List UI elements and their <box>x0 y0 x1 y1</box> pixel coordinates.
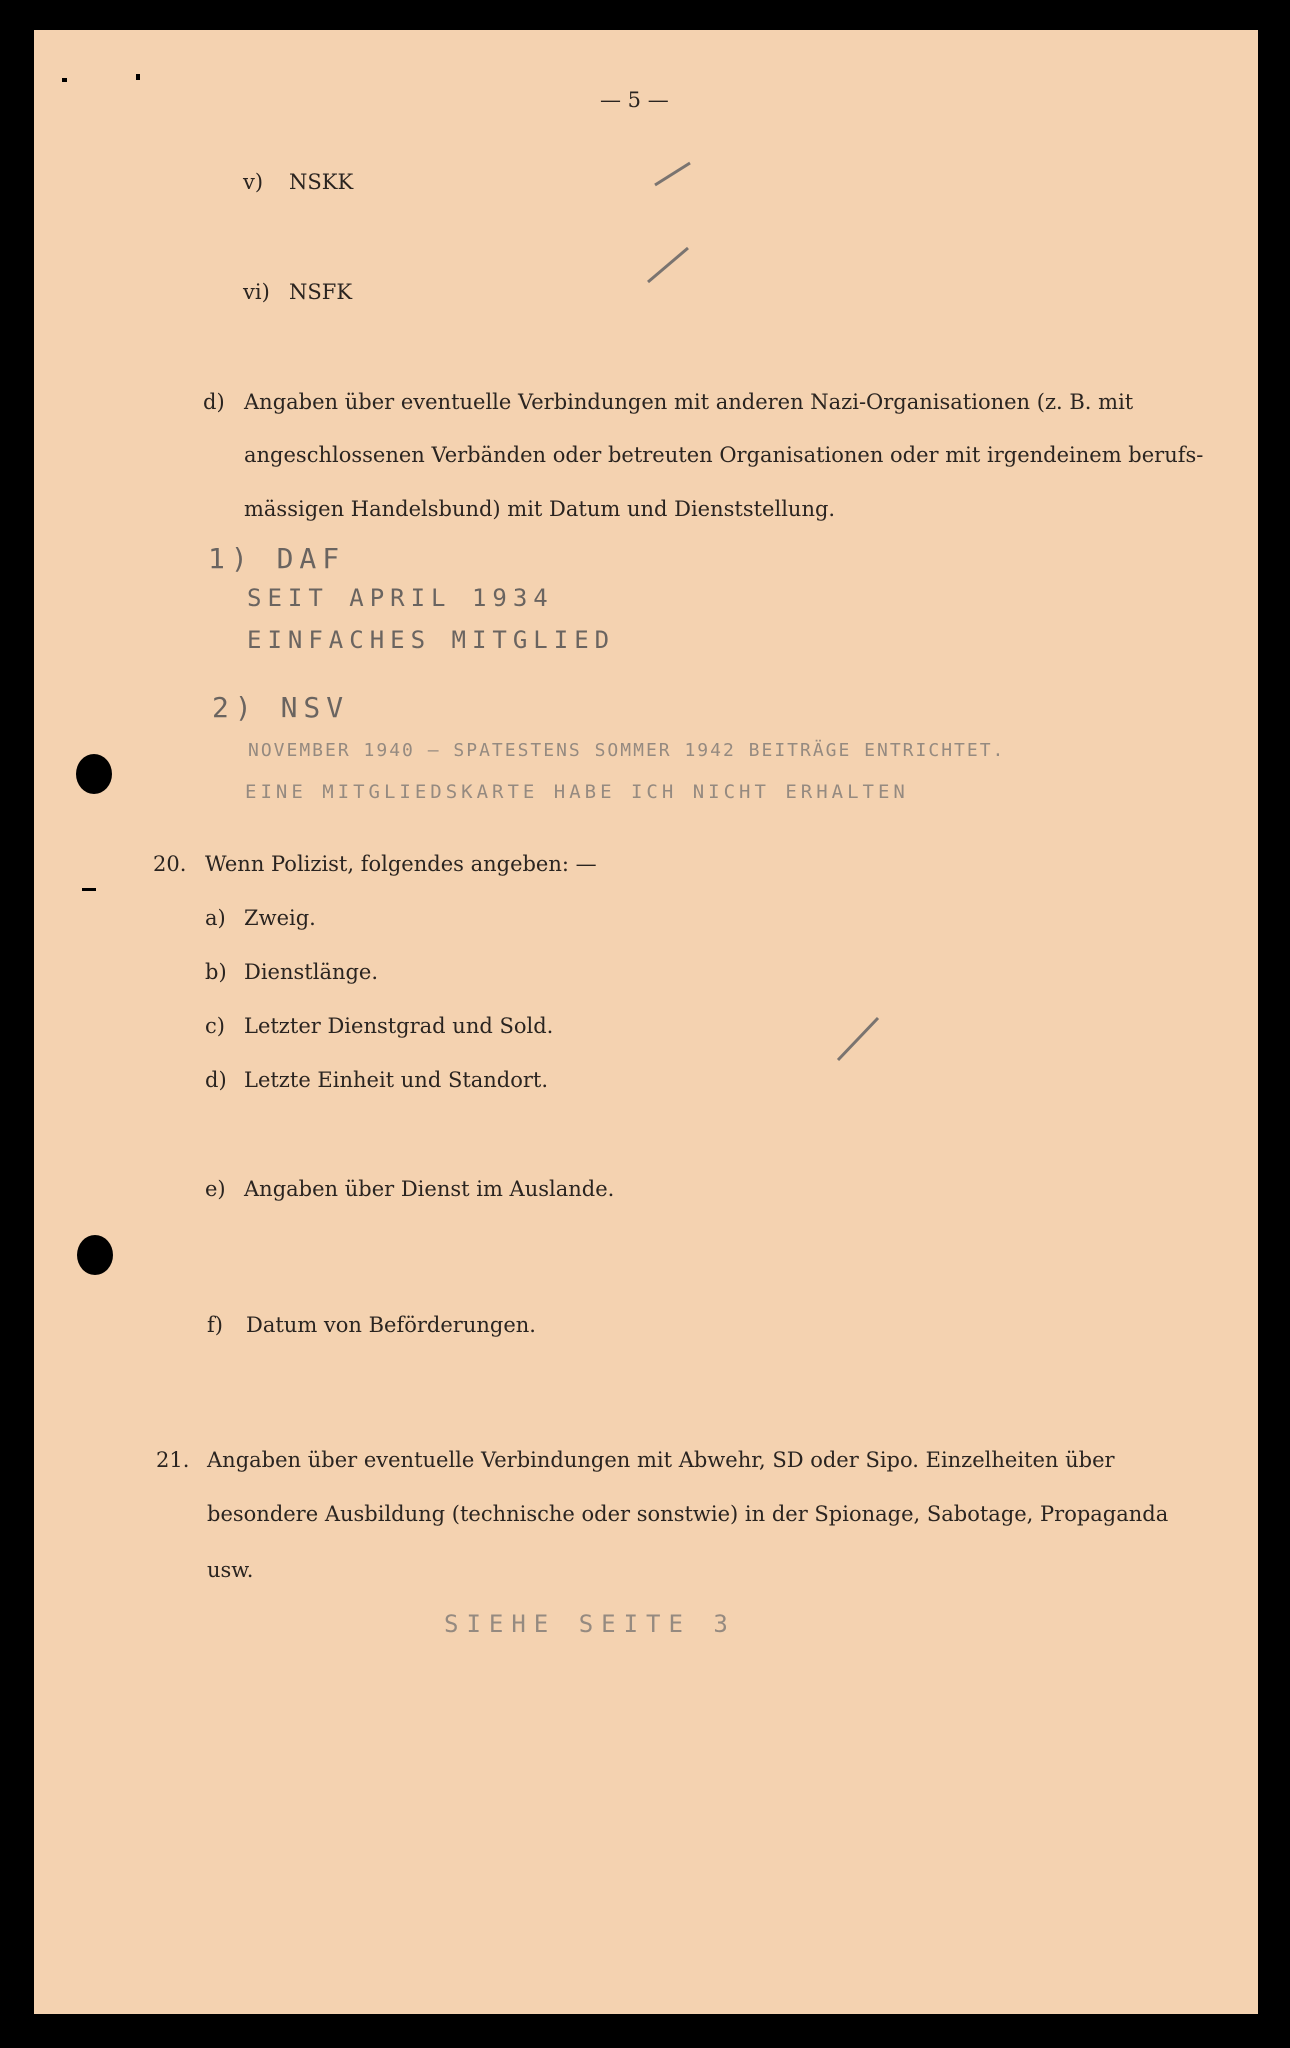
q20-f-text: Datum von Beförderungen. <box>246 1313 536 1337</box>
handwritten-line: SEIT APRIL 1934 <box>247 584 554 612</box>
q20-b-text: Dienstlänge. <box>244 960 379 984</box>
slash-mark-vi <box>648 248 688 282</box>
q20-a-text: Zweig. <box>244 906 316 930</box>
handwritten-line: NOVEMBER 1940 — SPATESTENS SOMMER 1942 BEITRÄGE ENTRICHTET. <box>248 740 1006 761</box>
q20-number: 20. <box>153 852 187 876</box>
q21-line1: Angaben über eventuelle Verbindungen mit Abwehr, SD oder Sipo. Einzelheiten über <box>207 1448 1115 1472</box>
slash-mark-v <box>655 163 690 185</box>
q21-line3: usw. <box>207 1558 254 1582</box>
q20-f-label: f) <box>207 1313 223 1337</box>
q20-b-label: b) <box>205 960 227 984</box>
page-number: — 5 — <box>600 88 669 112</box>
slash-mark-20 <box>838 1018 878 1060</box>
item-v-label: v) <box>243 170 264 194</box>
q20-c-text: Letzter Dienstgrad und Sold. <box>244 1014 554 1038</box>
q20-d-text: Letzte Einheit und Standort. <box>244 1068 549 1092</box>
q20-e-label: e) <box>205 1177 226 1201</box>
q20-d-label: d) <box>205 1068 227 1092</box>
q20-text: Wenn Polizist, folgendes angeben: — <box>205 852 597 876</box>
handwritten-line: 2) NSV <box>212 691 350 724</box>
handwritten-line: SIEHE SEITE 3 <box>444 1610 736 1638</box>
item-v-text: NSKK <box>289 170 354 194</box>
item-d-line2: angeschlossenen Verbänden oder betreuten Organisationen oder mit irgendeinem berufs- <box>244 443 1204 467</box>
item-d-line1: Angaben über eventuelle Verbindungen mit anderen Nazi-Organisationen (z. B. mit <box>244 390 1134 414</box>
item-d-label: d) <box>203 390 225 414</box>
item-vi-text: NSFK <box>289 280 353 304</box>
q20-a-label: a) <box>205 906 226 930</box>
handwritten-line: EINE MITGLIEDSKARTE HABE ICH NICHT ERHALTEN <box>245 781 909 803</box>
item-vi-label: vi) <box>243 280 270 304</box>
q20-e-text: Angaben über Dienst im Auslande. <box>244 1177 615 1201</box>
q20-c-label: c) <box>205 1014 225 1038</box>
handwritten-line: EINFACHES MITGLIED <box>247 626 616 654</box>
item-d-line3: mässigen Handelsbund) mit Datum und Dienststellung. <box>244 497 836 521</box>
handwritten-line: 1) DAF <box>208 542 346 575</box>
q21-line2: besondere Ausbildung (technische oder sonstwie) in der Spionage, Sabotage, Propaganda <box>207 1502 1169 1526</box>
q21-number: 21. <box>156 1448 190 1472</box>
